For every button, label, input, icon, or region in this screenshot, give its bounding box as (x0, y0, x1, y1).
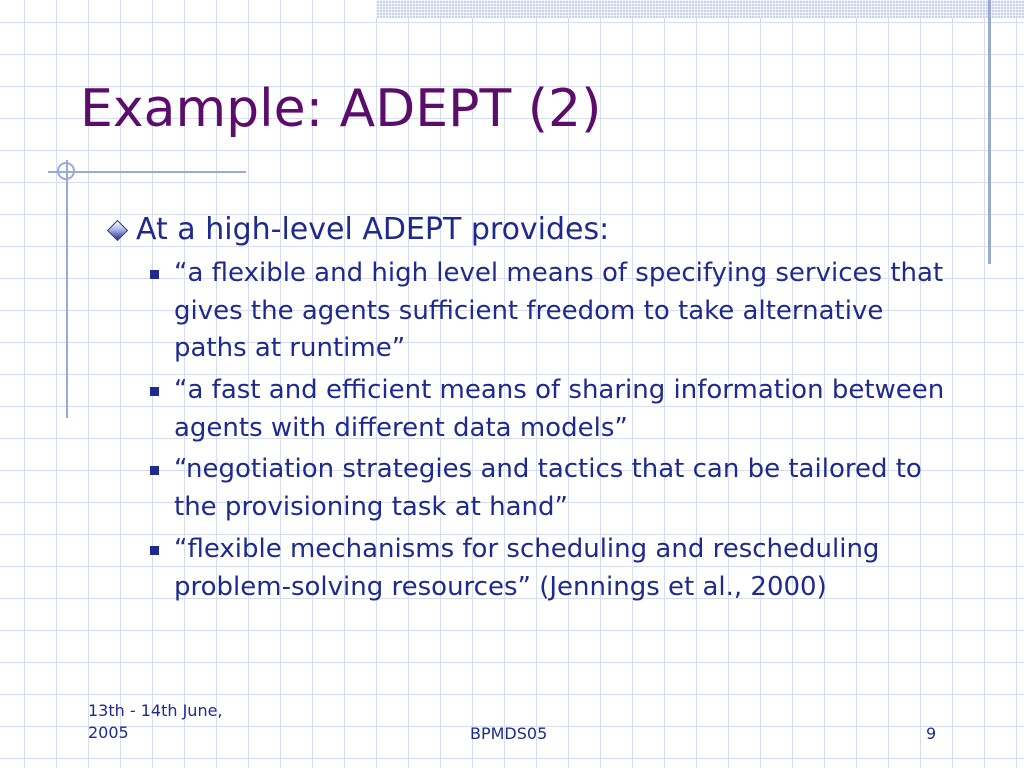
sub-bullet-text: “a flexible and high level means of specifying services that gives the agents sufficient freedom to take alternative paths at runtime” (174, 258, 944, 364)
footer-conference: BPMDS05 (470, 724, 548, 743)
sub-bullet-item (145, 372, 960, 447)
top-decorative-band (376, 0, 1024, 18)
sub-bullet-item (145, 255, 960, 368)
sub-bullet-list (145, 255, 960, 606)
page-number: 9 (926, 724, 937, 743)
square-bullet-icon (150, 546, 159, 555)
circle-decoration (57, 162, 75, 180)
diamond-bullet-icon (107, 220, 126, 239)
left-decorative-line (66, 160, 68, 418)
main-bullet-text: At a high-level ADEPT provides: (136, 212, 610, 247)
right-decorative-line (988, 0, 991, 264)
sub-bullet-text: “negotiation strategies and tactics that can be tailored to the provisioning task at hand” (174, 454, 922, 523)
footer-date: 13th - 14th June, 2005 (88, 701, 223, 743)
sub-bullet-text: “flexible mechanisms for scheduling and rescheduling problem-solving resources” (Jennings et al., 2000) (174, 533, 880, 602)
square-bullet-icon (150, 387, 159, 396)
slide-body (100, 210, 960, 610)
square-bullet-icon (150, 270, 159, 279)
slide-title: Example: ADEPT (2) (80, 79, 602, 139)
sub-bullet-item (145, 451, 960, 526)
sub-bullet-text: “a fast and efficient means of sharing information between agents with different data models” (174, 375, 945, 443)
title-underline-decoration (48, 171, 246, 173)
main-bullet (100, 210, 960, 249)
square-bullet-icon (150, 466, 159, 475)
sub-bullet-item (145, 531, 960, 606)
